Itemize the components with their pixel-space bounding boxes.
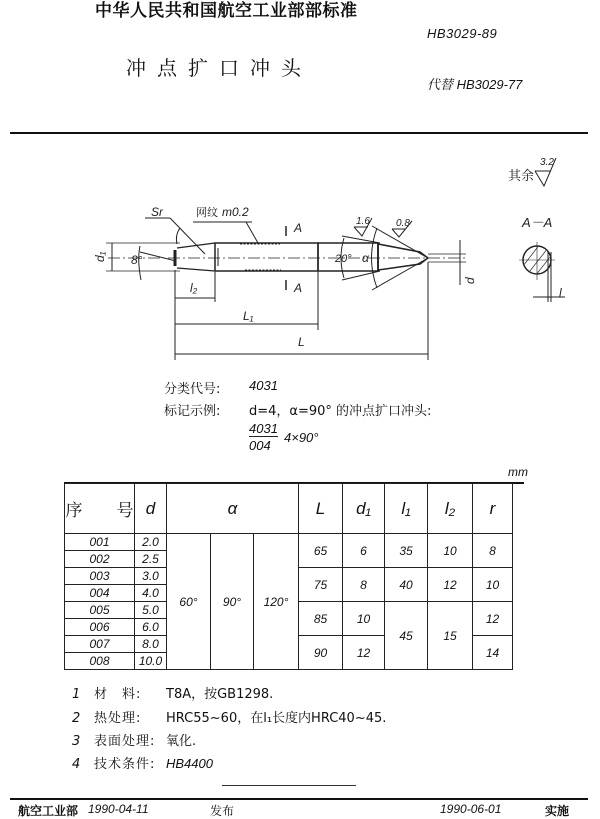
standard-number: HB3029-89 bbox=[427, 26, 498, 41]
class-code: 4031 bbox=[249, 378, 278, 393]
section-marker-a-bottom: A bbox=[294, 281, 303, 295]
footer-divider bbox=[10, 798, 588, 800]
header-l1: l₁ bbox=[385, 484, 428, 534]
cell-serial: 003 bbox=[65, 568, 135, 585]
note-label: 热处理: bbox=[94, 711, 142, 726]
footer-issue-label: 发布 bbox=[210, 804, 235, 818]
note-text: T8A，按GB1298. bbox=[166, 687, 274, 702]
footer-effective-date: 1990-06-01 bbox=[440, 802, 502, 816]
cell-serial: 002 bbox=[65, 551, 135, 568]
cell-L: 85 bbox=[299, 602, 343, 636]
note-label: 表面处理: bbox=[94, 734, 156, 749]
cell-alpha-90: 90° bbox=[211, 534, 254, 670]
svg-text:d: d bbox=[463, 277, 477, 284]
cell-L: 75 bbox=[299, 568, 343, 602]
example-numerator: 4031 bbox=[249, 421, 278, 436]
cell-d1: 12 bbox=[343, 636, 385, 670]
cell-alpha-60: 60° bbox=[167, 534, 211, 670]
cell-d1: 10 bbox=[343, 602, 385, 636]
cell-l1: 35 bbox=[385, 534, 428, 568]
cell-d: 10.0 bbox=[135, 653, 167, 670]
header-r: r bbox=[473, 484, 513, 534]
svg-text:1.6: 1.6 bbox=[356, 216, 370, 227]
table-header-row bbox=[65, 484, 513, 534]
replaces-standard: 代替 HB3029-77 bbox=[427, 77, 523, 92]
example-text: d=4，α=90° 的冲点扩口冲头: bbox=[249, 404, 432, 419]
cell-d: 5.0 bbox=[135, 602, 167, 619]
example-denominator: 004 bbox=[249, 438, 271, 453]
cell-l1-merged: 45 bbox=[385, 602, 428, 670]
section-marker-a-top: A bbox=[294, 221, 303, 235]
note-number: 1 bbox=[72, 687, 81, 702]
header-L: L bbox=[299, 484, 343, 534]
organization-heading: 中华人民共和国航空工业部部标准 bbox=[95, 1, 358, 21]
note-item bbox=[72, 683, 273, 702]
cell-d: 6.0 bbox=[135, 619, 167, 636]
header-serial: 序 号 bbox=[65, 484, 135, 534]
cell-l1: 40 bbox=[385, 568, 428, 602]
footer-effective-label: 实施 bbox=[545, 804, 570, 818]
cell-l2: 10 bbox=[428, 534, 473, 568]
svg-text:d₁: d₁ bbox=[93, 251, 107, 262]
svg-text:20°: 20° bbox=[335, 253, 352, 265]
svg-text:8°: 8° bbox=[131, 253, 143, 267]
svg-text:0.8: 0.8 bbox=[396, 218, 410, 229]
note-text: 氧化. bbox=[166, 734, 197, 749]
svg-text:α: α bbox=[362, 251, 369, 265]
cell-d1: 8 bbox=[343, 568, 385, 602]
footer-issue-date: 1990-04-11 bbox=[88, 802, 149, 816]
cell-serial: 005 bbox=[65, 602, 135, 619]
cell-r: 8 bbox=[473, 534, 513, 568]
document-title: 冲点扩口冲头 bbox=[126, 56, 312, 80]
note-number: 3 bbox=[72, 734, 81, 749]
cell-d: 3.0 bbox=[135, 568, 167, 585]
svg-text:其余: 其余 bbox=[508, 168, 535, 183]
note-number: 2 bbox=[72, 711, 81, 726]
cell-d: 2.0 bbox=[135, 534, 167, 551]
table-row bbox=[65, 534, 513, 551]
header-d: d bbox=[135, 484, 167, 534]
class-code-label: 分类代号: bbox=[164, 382, 221, 397]
cell-alpha-120: 120° bbox=[254, 534, 299, 670]
cell-l2-merged: 15 bbox=[428, 602, 473, 670]
cell-r: 14 bbox=[473, 636, 513, 670]
svg-text:l₂: l₂ bbox=[190, 281, 198, 295]
svg-text:l: l bbox=[559, 286, 562, 300]
technical-drawing bbox=[0, 0, 600, 370]
cell-L: 65 bbox=[299, 534, 343, 568]
note-text: HB4400 bbox=[166, 756, 213, 771]
note-number: 4 bbox=[72, 757, 81, 772]
cell-r: 10 bbox=[473, 568, 513, 602]
cell-l2: 12 bbox=[428, 568, 473, 602]
note-item bbox=[72, 730, 196, 749]
header-alpha: α bbox=[167, 484, 299, 534]
cell-r: 12 bbox=[473, 602, 513, 636]
cell-d1: 6 bbox=[343, 534, 385, 568]
note-item bbox=[72, 707, 386, 726]
cell-serial: 004 bbox=[65, 585, 135, 602]
example-label: 标记示例: bbox=[164, 404, 221, 419]
cell-L: 90 bbox=[299, 636, 343, 670]
cell-serial: 008 bbox=[65, 653, 135, 670]
note-label: 技术条件: bbox=[94, 757, 156, 772]
svg-text:L₁: L₁ bbox=[243, 309, 254, 323]
cell-d: 2.5 bbox=[135, 551, 167, 568]
unit-label: mm bbox=[508, 465, 528, 479]
footer-issuer: 航空工业部 bbox=[18, 804, 79, 818]
svg-text:m0.2: m0.2 bbox=[222, 205, 249, 219]
cell-serial: 007 bbox=[65, 636, 135, 653]
note-text: HRC55~60，在l₁长度内HRC40~45. bbox=[166, 711, 387, 726]
cell-d: 8.0 bbox=[135, 636, 167, 653]
header-l2: l₂ bbox=[428, 484, 473, 534]
end-rule bbox=[222, 785, 356, 786]
svg-text:3.2: 3.2 bbox=[540, 157, 554, 168]
example-suffix: 4×90° bbox=[284, 430, 319, 445]
cell-d: 4.0 bbox=[135, 585, 167, 602]
cell-serial: 006 bbox=[65, 619, 135, 636]
svg-text:网纹: 网纹 bbox=[196, 207, 218, 219]
cell-serial: 001 bbox=[65, 534, 135, 551]
header-d1: d₁ bbox=[343, 484, 385, 534]
note-item bbox=[72, 753, 213, 772]
svg-text:L: L bbox=[298, 335, 305, 349]
spec-table bbox=[64, 483, 513, 670]
note-label: 材 料: bbox=[94, 687, 142, 702]
sr-label: Sr bbox=[151, 205, 163, 219]
svg-text:A－A: A－A bbox=[522, 215, 553, 230]
